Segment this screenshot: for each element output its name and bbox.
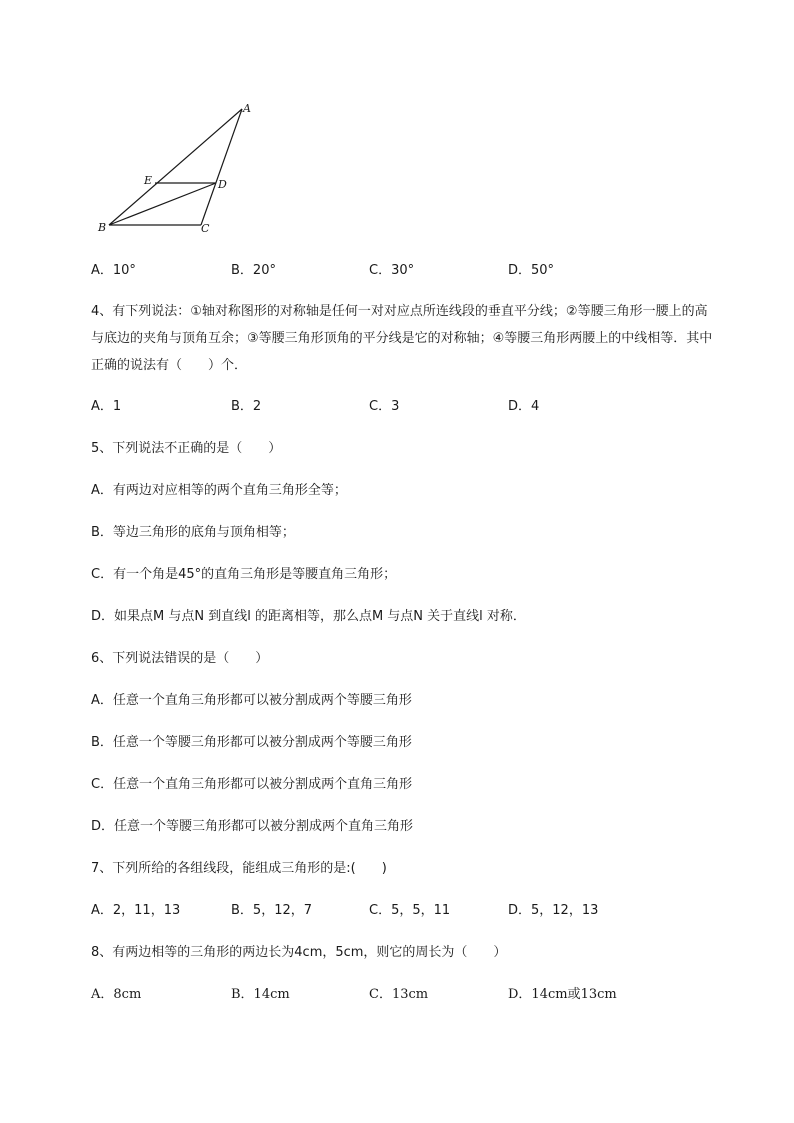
q5-option-b: B．等边三角形的底角与顶角相等； bbox=[91, 525, 295, 540]
q7-option-b: B．5，12，7 bbox=[231, 903, 313, 918]
q6-option-a: A．任意一个直角三角形都可以被分割成两个等腰三角形 bbox=[91, 693, 412, 708]
q4-option-c: C．3 bbox=[369, 399, 400, 414]
q3-option-a: A．10° bbox=[91, 263, 136, 278]
q4-options bbox=[91, 397, 711, 417]
q3-option-d: D．50° bbox=[508, 263, 555, 278]
label-B: B bbox=[98, 221, 107, 234]
segment-BD bbox=[109, 183, 216, 225]
q6-option-c: C．任意一个直角三角形都可以被分割成两个直角三角形 bbox=[91, 777, 413, 792]
q4-option-d: D．4 bbox=[508, 399, 540, 414]
q3-options bbox=[91, 261, 711, 281]
q8-option-c: C．13cm bbox=[369, 987, 429, 1002]
q4-option-b: B．2 bbox=[231, 399, 262, 414]
q6-option-d: D．任意一个等腰三角形都可以被分割成两个直角三角形 bbox=[91, 819, 414, 834]
q7-stem: 7、下列所给的各组线段，能组成三角形的是:( ) bbox=[91, 861, 387, 876]
q8-stem: 8、有两边相等的三角形的两边长为4cm，5cm，则它的周长为（ ） bbox=[91, 945, 507, 960]
label-E: E bbox=[144, 174, 153, 187]
triangle-figure bbox=[90, 98, 260, 240]
q7-option-a: A．2，11，13 bbox=[91, 903, 181, 918]
q6-option-b: B．任意一个等腰三角形都可以被分割成两个等腰三角形 bbox=[91, 735, 412, 750]
q8-option-a: A．8cm bbox=[91, 987, 142, 1002]
q7-option-d: D．5，12，13 bbox=[508, 903, 599, 918]
q8-options bbox=[91, 985, 711, 1005]
label-C: C bbox=[201, 222, 210, 235]
q3-option-b: B．20° bbox=[231, 263, 276, 278]
q5-option-d: D．如果点M 与点N 到直线l 的距离相等，那么点M 与点N 关于直线l 对称． bbox=[91, 609, 526, 624]
q5-option-a: A．有两边对应相等的两个直角三角形全等； bbox=[91, 483, 347, 498]
q5-option-c: C．有一个角是45°的直角三角形是等腰直角三角形； bbox=[91, 567, 397, 582]
label-D: D bbox=[218, 178, 227, 191]
q7-options bbox=[91, 901, 711, 921]
q5-stem: 5、下列说法不正确的是（ ） bbox=[91, 441, 282, 456]
q3-option-c: C．30° bbox=[369, 263, 415, 278]
q8-option-d: D．14cm或13cm bbox=[508, 987, 617, 1002]
q7-option-c: C．5，5，11 bbox=[369, 903, 451, 918]
q6-stem: 6、下列说法错误的是（ ） bbox=[91, 651, 269, 666]
q8-option-b: B．14cm bbox=[231, 987, 290, 1002]
label-A: A bbox=[243, 102, 251, 115]
triangle-diagram bbox=[90, 98, 260, 240]
q4-option-a: A．1 bbox=[91, 399, 122, 414]
q4-stem: 4、有下列说法：①轴对称图形的对称轴是任何一对对应点所连线段的垂直平分线；②等腰三角形一腰上的高与底边的夹角与顶角互余；③等腰三角形顶角的平分线是它的对称轴；④等腰三角形两腰上的中线相等．其中正确的说法有（ ）个． bbox=[91, 304, 713, 373]
